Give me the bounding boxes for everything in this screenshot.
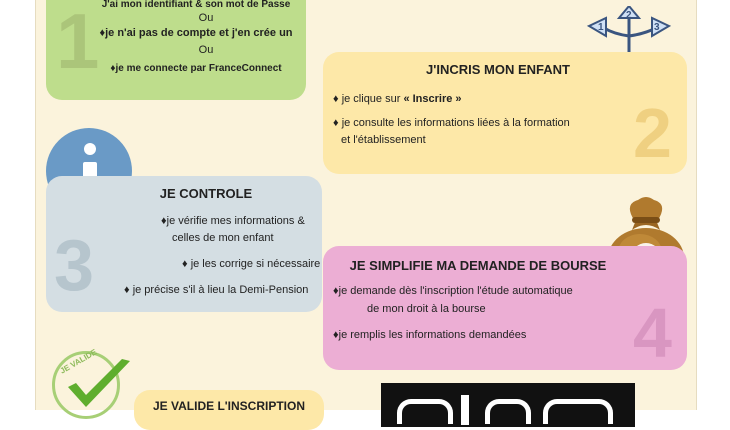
bullet: ♦ [161,215,167,227]
logo [381,383,635,427]
step1-or1: Ou [198,12,214,24]
step1-number: 1 [56,0,100,85]
step4-item1-b: de mon droit à la bourse [367,303,486,315]
step3-item3-text: je précise s'il à lieu la Demi-Pension [132,284,309,296]
step2-item1-prefix: je clique sur [341,93,404,105]
bullet: ♦ [333,285,339,297]
step2-item1 [333,92,462,106]
step3-item2 [182,257,320,271]
step5-title: JE VALIDE L'INSCRIPTION [153,399,305,413]
step3-item1-b: celles de mon enfant [172,232,274,244]
arrow-label-1: 1 [598,22,604,33]
step4-title: JE SIMPLIFIE MA DEMANDE DE BOURSE [349,258,607,273]
step3-item1-a: je vérifie mes informations & [166,215,305,227]
step3-item1 [161,214,305,228]
arrow-label-3: 3 [654,22,660,33]
step2-item1-strong: « Inscrire » [403,93,462,105]
bullet: ♦ [333,117,339,129]
step3-number: 3 [54,226,95,306]
step2-card [323,52,687,174]
step2-item2-a: je consulte les informations liées à la formation [341,117,570,129]
step1-line2 [86,26,306,40]
step4-item1 [333,284,573,298]
step3-item2-text: je les corrige si nécessaire [190,258,321,270]
bullet: ♦ [124,284,130,296]
step3-card [46,176,322,312]
step1-line3 [86,62,306,76]
step4-item1-a: je demande dès l'inscription l'étude automatique [338,285,573,297]
validated-stamp-icon [46,345,136,415]
step1-card [46,0,306,100]
step2-item2-b: et l'établissement [341,134,426,146]
stamp-text: JE VALIDE [58,347,99,376]
bullet: ♦ [182,258,188,270]
step2-title: J'INCRIS MON ENFANT [426,62,570,77]
step3-title: JE CONTROLE [159,186,253,201]
step1-or2: Ou [198,44,214,56]
step5-card [134,390,324,430]
step4-card [323,246,687,370]
bullet: ♦ [99,27,106,39]
step4-item2-text: je remplis les informations demandées [338,329,527,341]
step1-line1: J'ai mon identifiant & son mot de Passe [101,0,291,10]
step4-number: 4 [633,294,672,372]
page-panel [35,0,697,413]
bullet: ♦ [333,93,339,105]
bullet: ♦ [333,329,339,341]
step3-item3 [124,283,308,297]
arrow-label-2: 2 [626,10,632,21]
step1-line3-text: je me connecte par FranceConnect [115,63,282,74]
step1-line2-text: je n'ai pas de compte et j'en crée un [105,27,293,39]
step4-item2 [333,328,526,342]
step2-number: 2 [633,94,672,172]
step2-item2 [333,116,570,130]
bullet: ♦ [110,63,116,74]
